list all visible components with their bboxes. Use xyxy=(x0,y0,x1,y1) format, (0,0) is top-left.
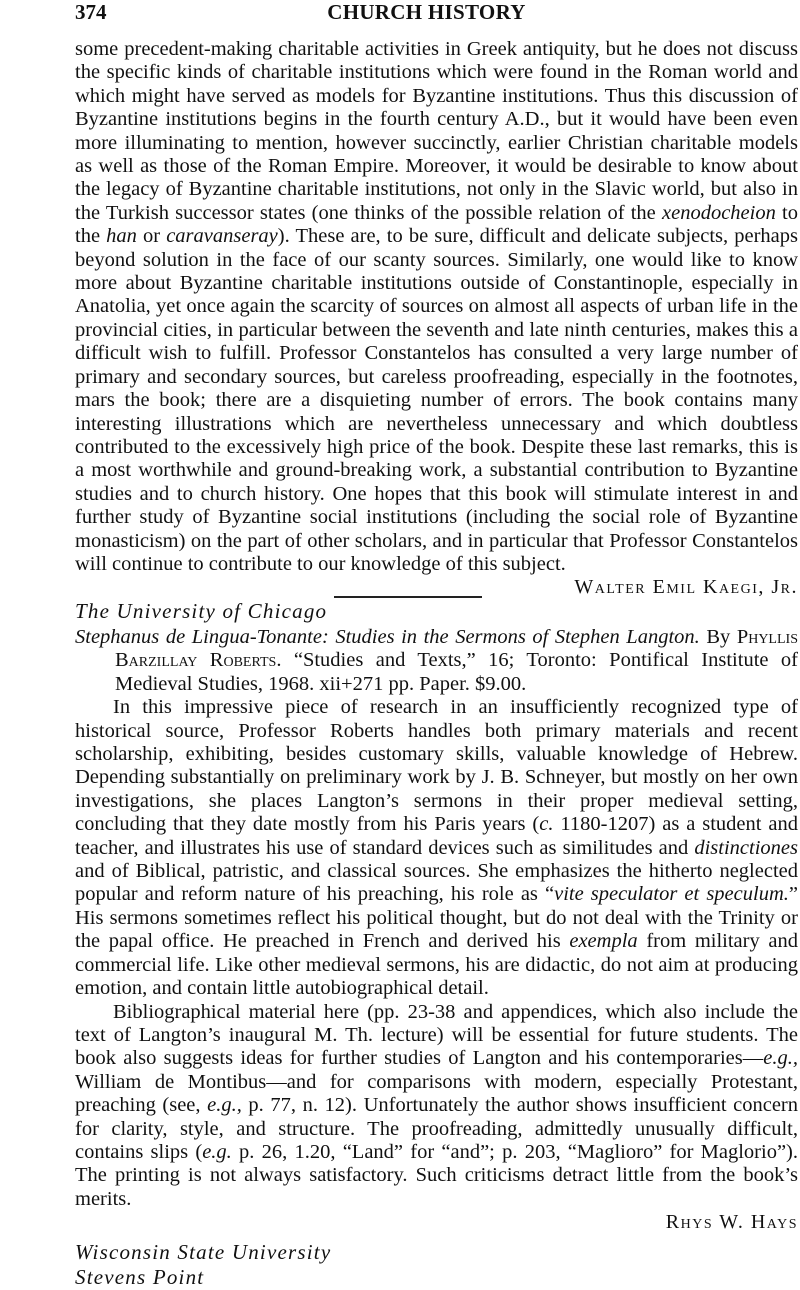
reviewer-name-2: Rhys W. Hays xyxy=(665,1211,798,1234)
reviewer-affiliation: The University of Chicago xyxy=(75,599,328,624)
review-kaegi-paragraph: some precedent-making charitable activities in Greek antiquity, but he does not discuss the specific kinds of charitable institutions which were found in the Roman world and which might have served as models for Byzantine institutions. Thus this discussion of Byzantine institutions begins in the fourth century A.D., but it would have been even more illuminating to mention, however succinctly, earlier Christian charitable models as well as those of the Roman Empire. Moreover, it would be desirable to know about the legacy of Byzantine charitable institutions, not only in the Slavic world, but also in the Turkish successor states (one thinks of the possible relation of the xenodocheion to the han or caravanseray). These are, to be sure, difficult and delicate subjects, perhaps beyond solution in the face of our scanty sources. Similarly, one would like to know more about Byzantine charitable institutions outside of Constantinople, especially in Anatolia, yet once again the scarcity of sources on almost all aspects of urban life in the provincial cities, in particular between the seventh and late ninth centuries, makes this a difficult wish to fulfill. Professor Constantelos has consulted a very large number of primary and secondary sources, but careless proofreading, especially in the footnotes, mars the book; there are a disquieting number of errors. The book contains many interesting illustrations which are nevertheless unnecessary and which doubtless contributed to the excessively high price of the book. Despite these last remarks, this is a most worthwhile and ground-breaking work, a substantial contribution to Byzantine studies and to church history. One hopes that this book will stimulate interest in and further study of Byzantine social institutions (including the social role of Byzantine monasticism) on the part of other scholars, and in particular that Professor Constantelos will continue to contribute to our knowledge of this subject. xyxy=(75,38,799,575)
book-author: Phyllis Barzillay Roberts xyxy=(115,626,798,672)
book-title: Stephanus de Lingua-Tonante: Studies in the Sermons of Stephen Langton. xyxy=(75,626,700,648)
review-hays-paragraph-1: In this impressive piece of research in an insufficiently recognized type of historical source, Professor Roberts handles both primary materials and recent scholarship, exhibiting, besides customary skills, valuable knowledge of Hebrew. Depending substantially on preliminary work by J. B. Schneyer, but mostly on her own investigations, she places Langton’s sermons in their proper medieval setting, concluding that they date mostly from his Paris years (c. 1180-1207) as a student and teacher, and illustrates his use of standard devices such as similitudes and distinctiones and of Biblical, patristic, and classical sources. She emphasizes the hitherto neglected popular and reform nature of his preaching, his role as “vite speculator et speculum.” His sermons sometimes reflect his political thought, but do not deal with the Trinity or the papal office. He preached in French and derived his exempla from military and commercial life. Like other medieval sermons, his are didactic, do not aim at producing emotion, and contain little autobiographical detail. xyxy=(75,696,798,1000)
page-number: 374 xyxy=(75,0,107,24)
publication-details: . “Studies and Texts,” 16; Toronto: Pontifical Institute of Medieval Studies, 1968. xii+271 pp. Paper. $9.00. xyxy=(115,649,798,695)
book-citation: Stephanus de Lingua-Tonante: Studies in the Sermons of Stephen Langton. By Phyllis Barzillay Roberts. “Studies and Texts,” 16; Toronto: Pontifical Institute of Medieval Studies, 1968. xii+271 pp. Paper. $9.00. xyxy=(75,626,798,695)
section-divider xyxy=(334,596,482,598)
review-kaegi xyxy=(75,38,798,624)
review-hays xyxy=(75,626,798,1290)
review-hays-paragraph-2: Bibliographical material here (pp. 23-38 and appendices, which also include the text of Langton’s inaugural M. Th. lecture) will be essential for future students. The book also suggests ideas for further studies of Langton and his contemporaries—e.g., William de Montibus—and for comparisons with modern, especially Protestant, preaching (see, e.g., p. 77, n. 12). Unfortunately the author shows insufficient concern for clarity, style, and structure. The proofreading, admittedly unusually difficult, contains slips (e.g. p. 26, 1.20, “Land” for “and”; p. 203, “Maglioro” for Maglorio”). The printing is not always satisfactory. Such criticisms detract little from the book’s merits. xyxy=(75,1000,798,1210)
reviewer-affiliation-2-line-1: Wisconsin State University xyxy=(75,1240,332,1265)
running-title: CHURCH HISTORY xyxy=(327,0,526,24)
page-header xyxy=(75,0,778,26)
reviewer-affiliation-2-line-2: Stevens Point xyxy=(75,1265,205,1290)
reviewer-signature-2 xyxy=(75,1211,798,1234)
reviewer-name: Walter Emil Kaegi, Jr. xyxy=(574,576,798,599)
